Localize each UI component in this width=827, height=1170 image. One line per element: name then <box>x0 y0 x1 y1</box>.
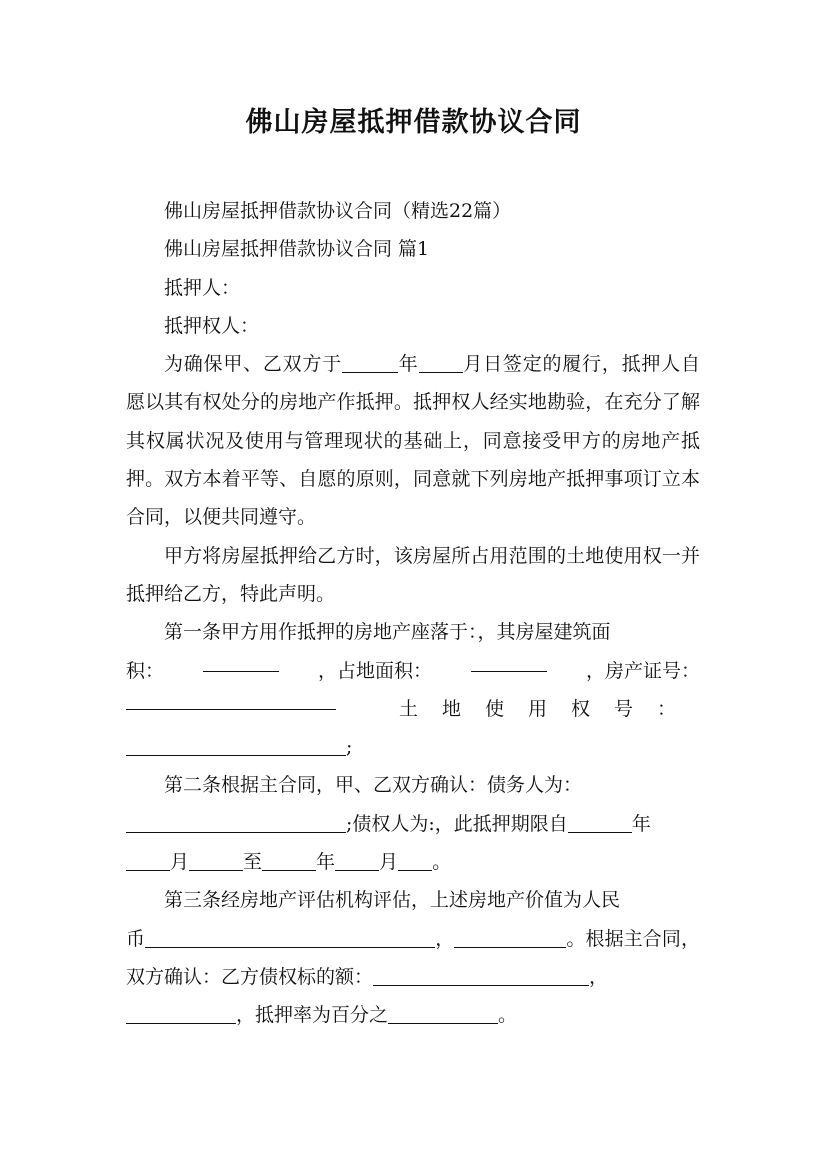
text-segment: 。根据主合同，双方确认：乙方债权标的额： <box>126 927 700 988</box>
text-segment: 月 <box>170 851 190 874</box>
text-segment: 年 <box>398 353 419 376</box>
text-segment: ;债权人为:，此抵押期限自 <box>346 812 568 835</box>
text-segment: ; <box>346 736 353 759</box>
blank-line <box>126 690 336 710</box>
text-segment: ，抵押率为百分之 <box>236 1004 389 1027</box>
article-1-line <box>126 728 700 766</box>
blank-line <box>126 851 170 871</box>
blank-line <box>126 736 346 756</box>
text-segment: 。 <box>498 1004 518 1027</box>
paragraph-section-heading: 佛山房屋抵押借款协议合同 篇1 <box>164 238 430 261</box>
text-segment: ，占地面积： <box>317 659 432 682</box>
blank-line <box>262 851 316 871</box>
text-segment: ， <box>435 927 455 950</box>
text-segment: 为确保甲、乙双方于 <box>164 353 343 376</box>
blank-line <box>145 928 435 948</box>
blank-line <box>203 652 279 672</box>
paragraph-purpose <box>126 345 700 536</box>
document-body <box>126 192 700 1035</box>
blank-line <box>568 813 632 833</box>
blank-line <box>398 851 432 871</box>
blank-line <box>126 813 346 833</box>
text-segment: 月 <box>379 851 399 874</box>
blank-line <box>373 966 589 986</box>
text-segment: 月日签定的履行，抵押人自愿以其有权处分的房地产作抵押。抵押权人经实地勘验，在充分了解其权属状况及使用与管理现状的基础上，同意接受甲方的房地产抵押。双方本着平等、自愿的原则，同意就下列房地产抵押事项订立本合同，以便共同遵守。 <box>126 353 700 529</box>
paragraph-mortgagee: 抵押权人： <box>164 314 260 337</box>
text-segment: 积： <box>126 659 165 682</box>
blank-line <box>388 1004 498 1024</box>
article-3-line <box>126 920 700 997</box>
blank-line <box>471 652 547 672</box>
text-segment: ， <box>589 965 609 988</box>
article-1 <box>126 613 700 766</box>
paragraph-subtitle: 佛山房屋抵押借款协议合同（精选22篇） <box>164 200 512 222</box>
document-title: 佛山房屋抵押借款协议合同 <box>245 107 582 138</box>
article-1-line: 第一条甲方用作抵押的房地产座落于：，其房屋建筑面 <box>164 621 611 644</box>
text-segment: ，房产证号： <box>585 659 700 682</box>
article-2-line <box>126 843 700 881</box>
article-2 <box>126 766 700 881</box>
article-1-line <box>126 690 700 728</box>
article-3 <box>126 881 700 1034</box>
article-2-line: 第二条根据主合同，甲、乙双方确认：债务人为： <box>164 774 583 797</box>
blank-line <box>189 851 243 871</box>
blank-line <box>126 1004 236 1024</box>
article-1-line <box>126 652 700 690</box>
text-segment: 年 <box>316 851 336 874</box>
text-segment: 至 <box>243 851 263 874</box>
text-segment: 币 <box>126 927 146 950</box>
article-3-line: 第三条经房地产评估机构评估，上述房地产价值为人民 <box>164 889 621 912</box>
paragraph-mortgagor: 抵押人： <box>164 276 241 299</box>
article-2-line <box>126 805 700 843</box>
article-3-line <box>126 996 700 1034</box>
blank-line <box>454 928 566 948</box>
blank-line <box>419 353 463 373</box>
text-segment: 。 <box>432 851 452 874</box>
blank-line <box>335 851 379 871</box>
paragraph-land-use-right: 甲方将房屋抵押给乙方时，该房屋所占用范围的土地使用权一并抵押给乙方，特此声明。 <box>126 544 700 605</box>
text-segment: 土地使用权号： <box>398 697 700 720</box>
blank-line <box>342 353 398 373</box>
text-segment: 年 <box>631 812 651 835</box>
